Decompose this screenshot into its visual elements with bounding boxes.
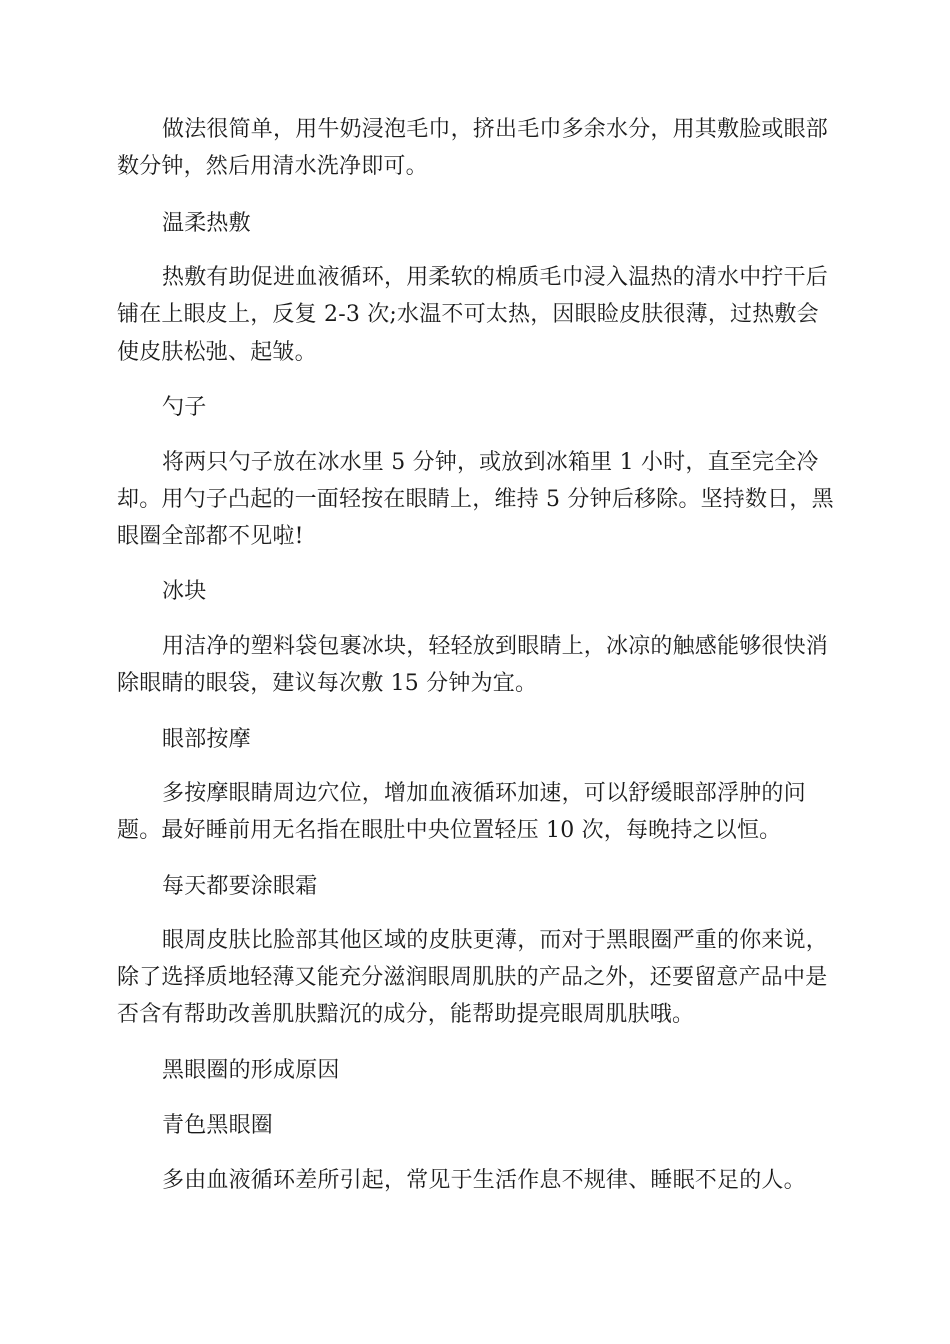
heading-ice: 冰块 [162,579,207,604]
paragraph-warm-compress-line-2: 铺在上眼皮上，反复 2-3 次;水温不可太热，因眼睑皮肤很薄，过热敷会 [117,302,819,327]
paragraph-milk-towel-line-2: 数分钟，然后用清水洗净即可。 [117,154,428,179]
paragraph-ice-line-1: 用洁净的塑料袋包裹冰块，轻轻放到眼睛上，冰凉的触感能够很快消 [162,634,829,659]
paragraph-eye-cream-line-3: 否含有帮助改善肌肤黯沉的成分，能帮助提亮眼周肌肤哦。 [117,1002,695,1027]
heading-dark-circle-causes: 黑眼圈的形成原因 [162,1058,340,1083]
heading-blue-dark-circles: 青色黑眼圈 [162,1113,274,1138]
heading-eye-massage: 眼部按摩 [162,727,251,752]
paragraph-milk-towel-line-1: 做法很简单，用牛奶浸泡毛巾，挤出毛巾多余水分，用其敷脸或眼部 [162,117,829,142]
heading-warm-compress: 温柔热敷 [162,211,251,236]
paragraph-ice-line-2: 除眼睛的眼袋，建议每次敷 15 分钟为宜。 [117,671,538,696]
paragraph-blue-dark-circles: 多由血液循环差所引起，常见于生活作息不规律、睡眠不足的人。 [162,1168,806,1193]
paragraph-eye-massage-line-2: 题。最好睡前用无名指在眼肚中央位置轻压 10 次，每晚持之以恒。 [117,818,782,843]
heading-eye-cream: 每天都要涂眼霜 [162,874,318,899]
paragraph-eye-cream-line-1: 眼周皮肤比脸部其他区域的皮肤更薄，而对于黑眼圈严重的你来说， [162,928,829,953]
paragraph-spoon-line-1: 将两只勺子放在冰水里 5 分钟，或放到冰箱里 1 小时，直至完全冷 [162,450,819,475]
paragraph-warm-compress-line-3: 使皮肤松弛、起皱。 [117,340,317,365]
paragraph-warm-compress-line-1: 热敷有助促进血液循环，用柔软的棉质毛巾浸入温热的清水中拧干后 [162,265,829,290]
paragraph-spoon-line-3: 眼圈全部都不见啦! [117,524,304,549]
paragraph-eye-cream-line-2: 除了选择质地轻薄又能充分滋润眼周肌肤的产品之外，还要留意产品中是 [117,965,828,990]
heading-spoon: 勺子 [162,395,207,420]
paragraph-eye-massage-line-1: 多按摩眼睛周边穴位，增加血液循环加速，可以舒缓眼部浮肿的问 [162,781,806,806]
paragraph-spoon-line-2: 却。用勺子凸起的一面轻按在眼睛上，维持 5 分钟后移除。坚持数日，黑 [117,487,834,512]
